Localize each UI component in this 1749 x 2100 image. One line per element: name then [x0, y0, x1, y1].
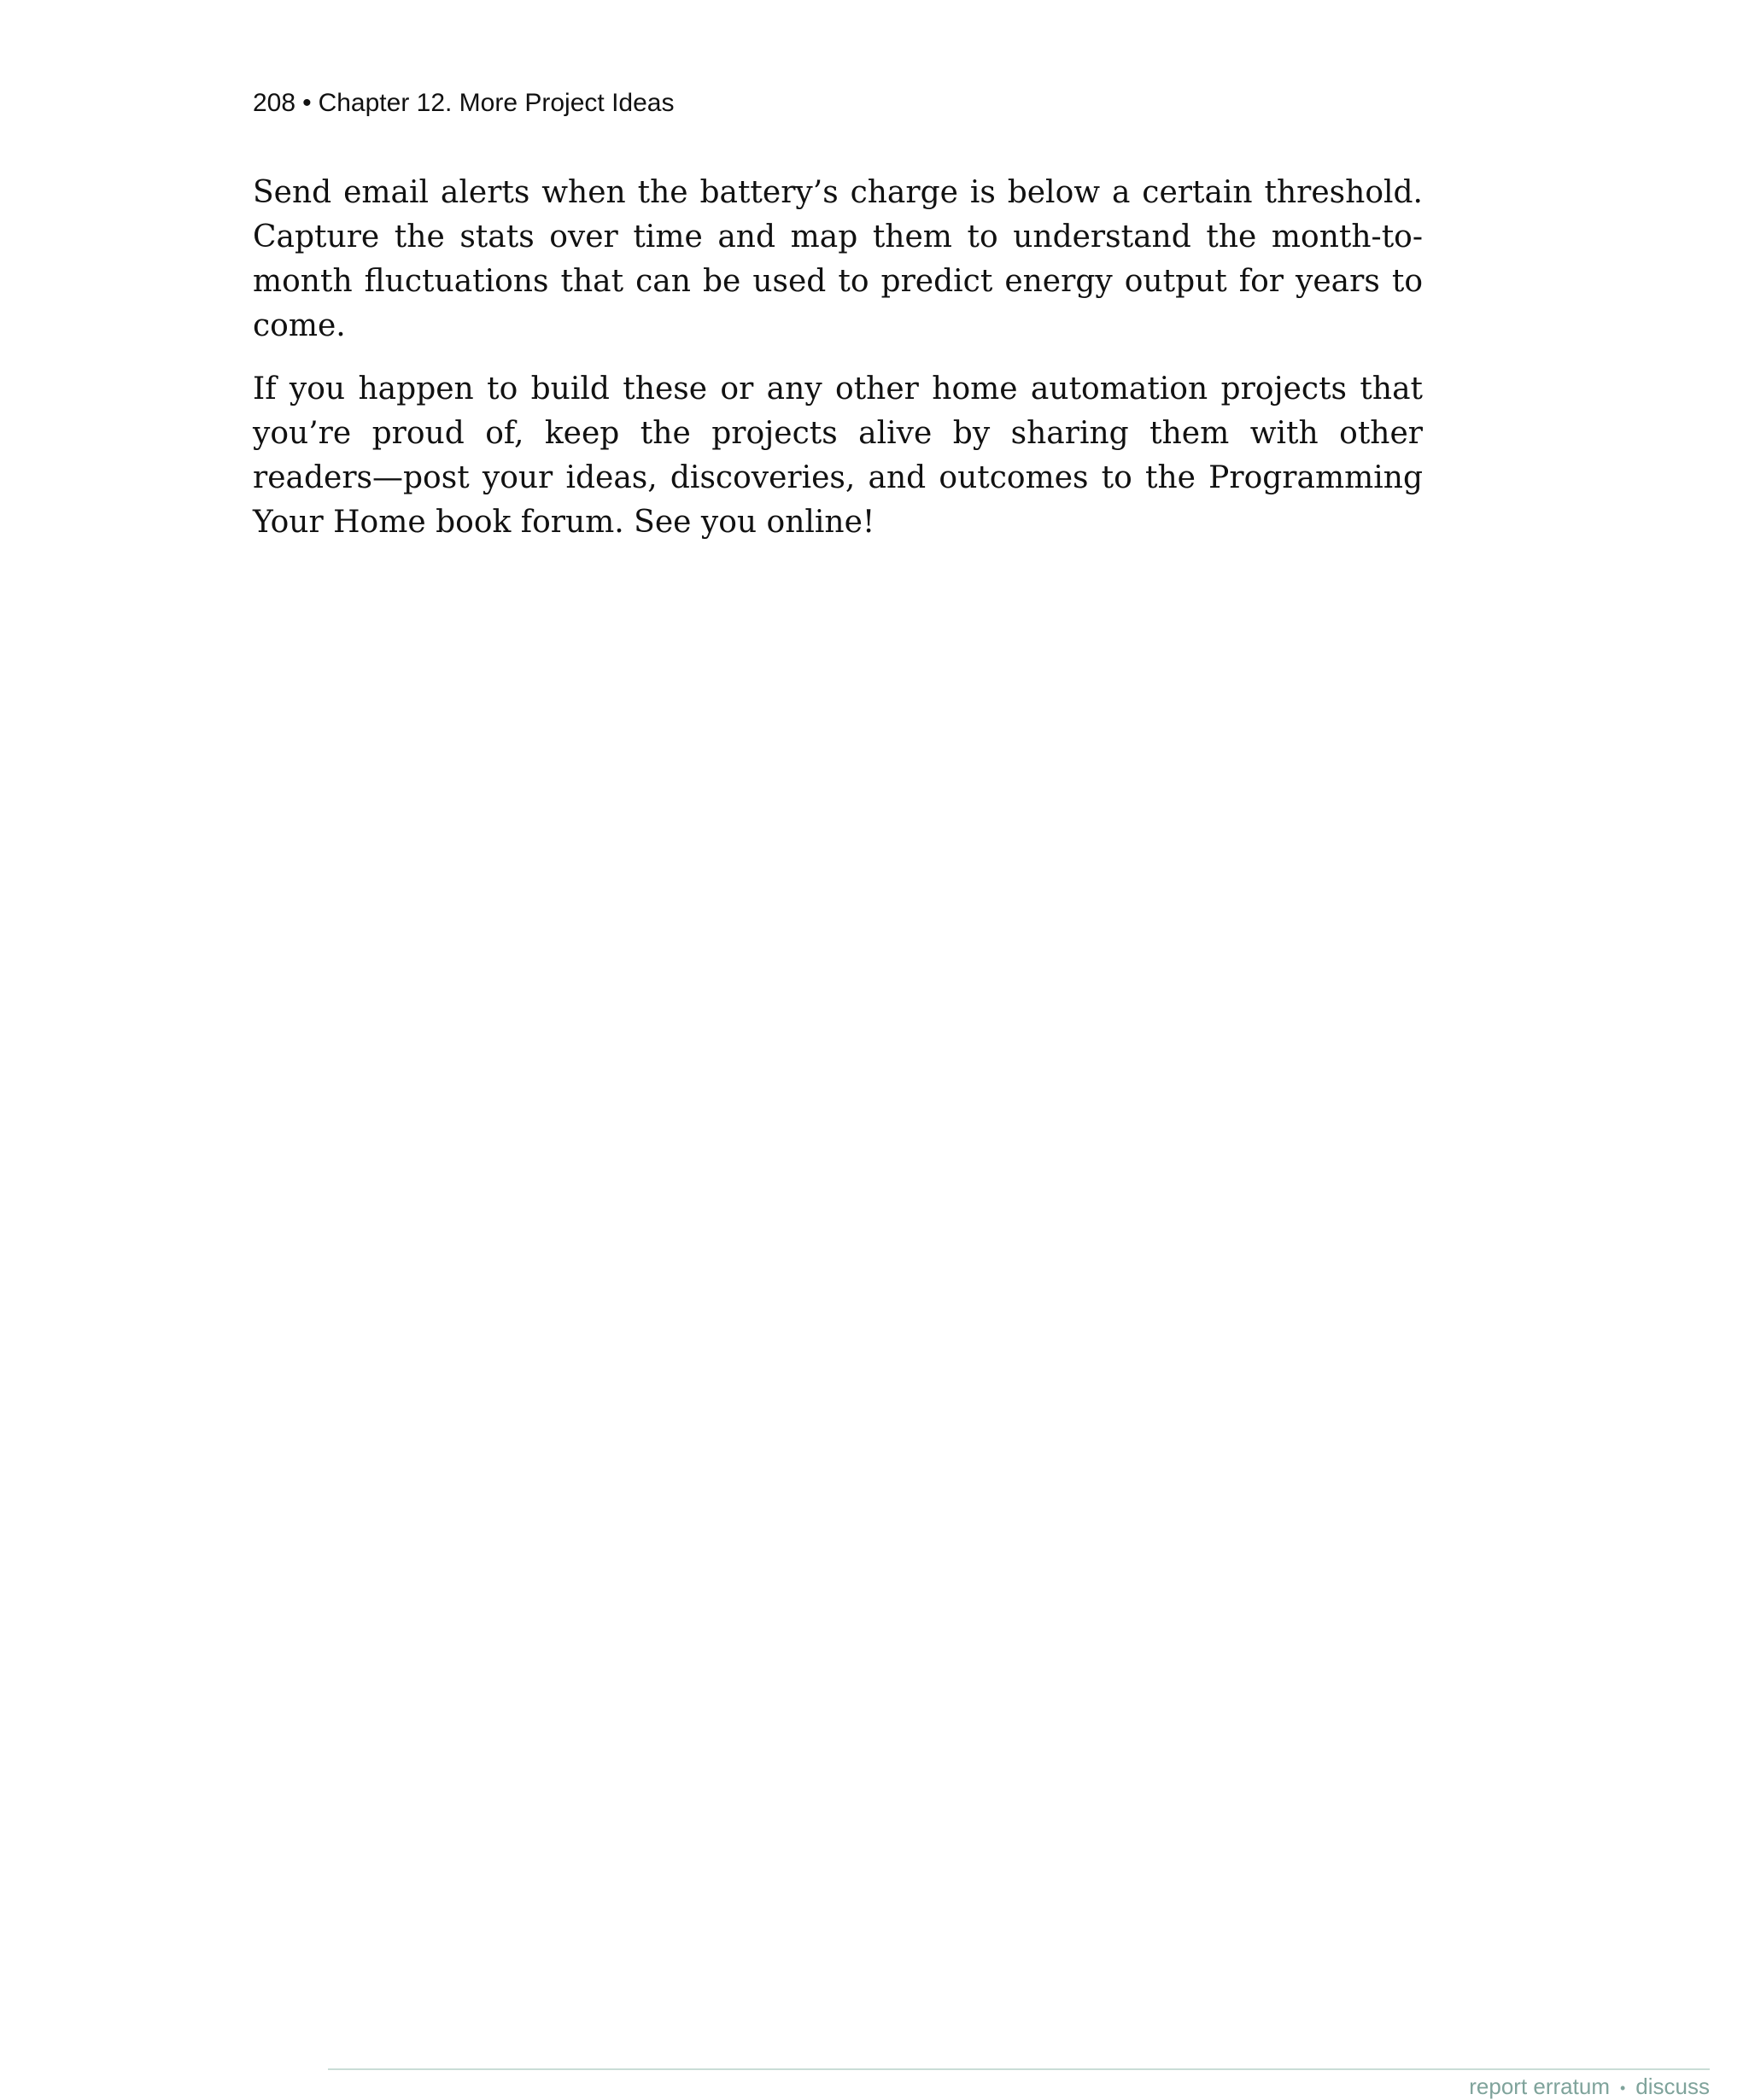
paragraph-battery-alerts: Send email alerts when the battery’s charge is below a certain threshold. Capture the stats over time and map them to understand the month-to-month fluctuations that can be used to predict energy output for years to come. — [253, 175, 1423, 343]
running-header — [253, 89, 674, 118]
page-number: 208 — [253, 89, 296, 117]
discuss-link[interactable]: discuss — [1635, 2074, 1710, 2099]
report-erratum-link[interactable]: report erratum — [1469, 2074, 1610, 2099]
header-separator: • — [302, 89, 312, 117]
body-text — [253, 171, 1423, 564]
footer-separator: • — [1619, 2079, 1626, 2097]
footer-links — [1469, 2074, 1710, 2100]
footer-divider — [328, 2068, 1710, 2070]
chapter-title: Chapter 12. More Project Ideas — [318, 89, 675, 117]
paragraph-share-projects: If you happen to build these or any other home automation projects that you’re proud of, keep the projects alive by sharing them with other readers—post your ideas, discoveries, and outcomes to the Programming Your Home book forum. See you online! — [253, 371, 1423, 540]
